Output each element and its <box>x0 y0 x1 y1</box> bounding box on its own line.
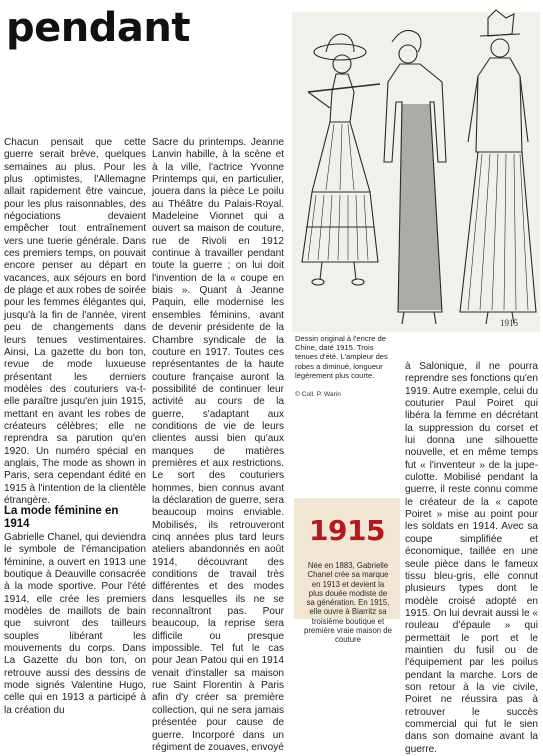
sidebar-box-1915 <box>294 498 400 645</box>
photo-credit: © Coll. P. Warin <box>295 391 341 398</box>
sidebar-text: Née en 1883, Gabrielle Chanel crée sa marque en 1913 et devient la plus douée modiste de sa génération. En 1915, elle ouvre à Biarritz sa troisième boutique et première vraie maison de couture <box>304 561 392 645</box>
article-column-1-continued <box>4 532 146 717</box>
fashion-illustration <box>292 12 540 332</box>
article-column-2 <box>152 137 284 754</box>
figure-caption: Dessin original à l'encre de Chine, daté 1915. Trois tenues d'été. L'ampleur des robes a diminué, longueur légèrement plus courte. <box>295 334 388 380</box>
drawing-signature: 1915 <box>500 318 518 328</box>
article-column-1 <box>4 137 146 507</box>
sidebar-year: 1915 <box>309 514 385 547</box>
article-column-3 <box>405 361 538 756</box>
fashion-drawing <box>292 12 540 332</box>
article-paragraph: à Salonique, il ne pourra reprendre ses fonctions qu'en 1919. Autre exemple, celui du couturier Paul Poiret qui libéra la femme en décrétant la suppression du corset et lui donna une silhouette nouvelle, et en même temps fut « l'inventeur » de la jupe-culotte. Mobilisé pendant la guerre, il reste connu comme le créateur de la « capote Poiret » mise au point pour les soldats en 1914. Avec sa coupe simplifiée et économique, taillée en une seule pièce dans le fameux tissu bleu-gris, elle connut plusieurs types dont le modèle croisé adopté en 1915. On lui devrait aussi le « rouleau d'épaule » qui permettait le port et le maintien du fusil ou de l'équipement par les poilus pendant la marche. Lors de son retour à la vie civile, Poiret ne réussira pas à retrouver le succès commercial qui fut le sien dans son domaine avant la guerre. <box>405 361 538 755</box>
page-title: pendant <box>6 5 190 51</box>
article-paragraph: Sacre du printemps. Jeanne Lanvin habille, à la scène et à la ville, l'actrice Yvonne Printemps qui, en particulier, jouera dans la pièce Le poilu au Théâtre du Palais-Royal. Madeleine Vionnet qui a ouvert sa maison de couture, rue de Rivoli en 1912 continue à travailler pendant toute la guerre ; on lui doit l'invention de la « coupe en biais ». Quant à Jeanne Paquin, elle modernise les ensembles féminins, avant de devenir présidente de la Chambre syndicale de la couture en 1917. Toutes ces représentantes de la haute couture française auront la possibilité de continuer leur activité au cours de la guerre, s'adaptant aux conditions de vie de leurs clientes aussi bien qu'aux manques de matières premières et aux restrictions. Le sort des couturiers hommes, bien connus avant la déclaration de guerre, sera beaucoup moins enviable. Mobilisés, ils retrouveront cinq années plus tard leurs ateliers abandonnés en août 1914, découvrant des conditions de travail très différentes et des modes dans lesquelles ils ne se reconnaîtront pas. Pour beaucoup, la reprise sera difficile ou presque impossible. Tel fut le cas pour Jean Patou qui en 1914 venait d'installer sa maison rue Saint Florentin à Paris afin d'y créer sa première collection, qui ne sera jamais présentée pour cause de guerre. Incorporé dans un régiment de zouaves, envoyé <box>152 137 284 753</box>
article-paragraph: Chacun pensait que cette guerre serait brève, quelques semaines au plus. Pour les plus optimistes, l'Allemagne allait rapidement être vaincue, pour les plus raisonnables, des négociations devaient empêcher tout entraînement vers une tuerie générale. Dans ces premiers temps, on pouvait encore penser au départ en vacances, aux séjours en bord de plage et aux robes de soirée pour les femmes élégantes qui, jusqu'à la fin de l'année, virent peu de changements dans leurs tenues vestimentaires. Ainsi, La gazette du bon ton, revue de mode luxueuse présentant les derniers modèles des couturiers va-t-elle paraître jusqu'en juin 1915, mettant en avant les robes de créateurs célèbres; elle ne reprendra sa parution qu'en 1920. Un numéro spécial en anglais, The mode as shown in Paris, sera cependant édité en 1915 à l'intention de la clientèle étrangère. <box>4 137 146 506</box>
article-paragraph: Gabrielle Chanel, qui deviendra le symbole de l'émancipation féminine, a ouvert en 1913 une boutique à Deauville consacrée à la mode sportive. Pour l'été 1914, elle crée les premiers modèles de maillots de bain que suivront des tailleurs souples libérant les mouvements du corps. Dans La Gazette du bon ton, on retrouve aussi des dessins de mode signés Valentine Hugo, celle qui en 1913 a participé à la création du <box>4 532 146 716</box>
section-heading: La mode féminine en 1914 <box>4 505 119 530</box>
